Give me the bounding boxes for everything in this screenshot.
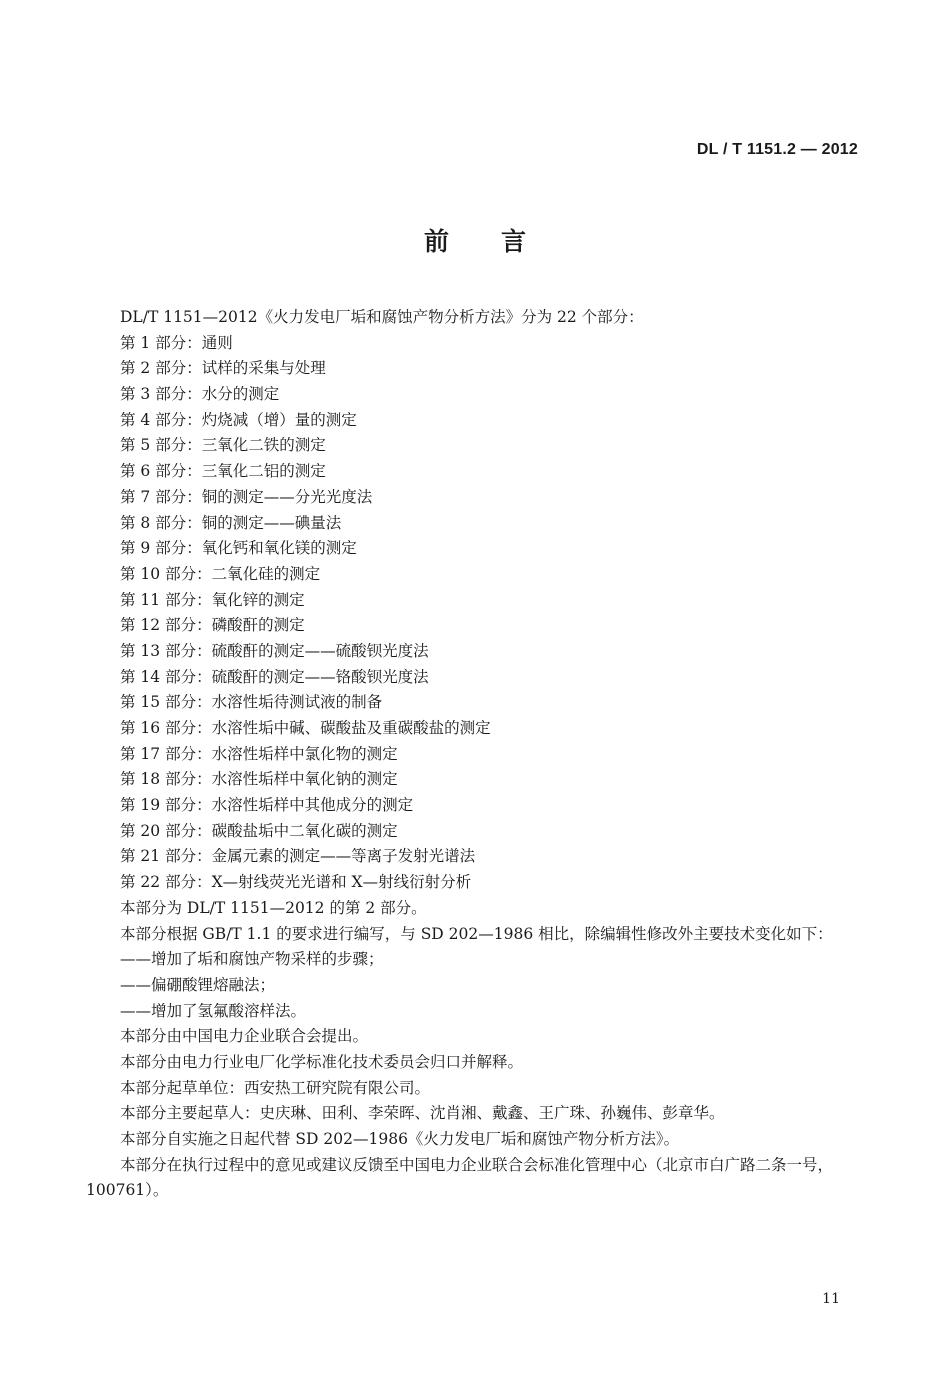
drafters-paragraph: 本部分主要起草人：史庆琳、田利、李荣晖、沈肖湘、戴鑫、王广珠、孙巍伟、彭章华。	[120, 1104, 725, 1123]
changes-list	[86, 947, 866, 1024]
page-title-char-1: 前	[423, 227, 449, 256]
part-item: 第 15 部分：水溶性垢待测试液的制备	[120, 693, 383, 712]
part-item: 第 20 部分：碳酸盐垢中二氧化碳的测定	[120, 821, 398, 840]
changes-intro-paragraph: 本部分根据 GB/T 1.1 的要求进行编写，与 SD 202—1986 相比，除编辑性修改外主要技术变化如下：	[120, 924, 833, 943]
part-item: 第 21 部分：金属元素的测定——等离子发射光谱法	[120, 847, 476, 866]
intro-paragraph: DL/T 1151—2012《火力发电厂垢和腐蚀产物分析方法》分为 22 个部分：	[120, 308, 644, 326]
change-item: ——偏硼酸锂熔融法；	[120, 975, 276, 994]
part-item: 第 5 部分：三氧化二铁的测定	[120, 436, 326, 455]
part-item: 第 16 部分：水溶性垢中碱、碳酸盐及重碳酸盐的测定	[120, 719, 491, 737]
part-item: 第 9 部分：氧化钙和氧化镁的测定	[120, 539, 357, 558]
part-item: 第 7 部分：铜的测定——分光光度法	[120, 487, 373, 506]
part-item: 第 11 部分：氧化锌的测定	[120, 590, 305, 609]
page-title	[0, 222, 950, 258]
part-item: 第 10 部分：二氧化硅的测定	[120, 564, 321, 583]
administered-by-paragraph: 本部分由电力行业电厂化学标准化技术委员会归口并解释。	[120, 1052, 524, 1071]
foreword-body	[86, 305, 866, 1204]
part-item: 第 6 部分：三氧化二铝的测定	[120, 462, 326, 481]
drafting-unit-paragraph: 本部分起草单位：西安热工研究院有限公司。	[120, 1078, 431, 1097]
part-item: 第 13 部分：硫酸酐的测定——硫酸钡光度法	[120, 641, 429, 660]
standard-code: DL / T 1151.2 — 2012	[696, 141, 858, 158]
part-item: 第 12 部分：磷酸酐的测定	[120, 616, 305, 635]
part-item: 第 22 部分：X—射线荧光光谱和 X—射线衍射分析	[120, 873, 472, 892]
part-item: 第 17 部分：水溶性垢样中氯化物的测定	[120, 744, 398, 763]
change-item: ——增加了垢和腐蚀产物采样的步骤；	[120, 950, 384, 969]
page-number: 11	[822, 1291, 840, 1307]
page-title-char-2: 言	[501, 227, 527, 256]
part-item: 第 3 部分：水分的测定	[120, 385, 280, 404]
this-part-paragraph: 本部分为 DL/T 1151—2012 的第 2 部分。	[120, 898, 427, 917]
change-item: ——增加了氢氟酸溶样法。	[120, 1001, 307, 1020]
part-item: 第 18 部分：水溶性垢样中氧化钠的测定	[120, 770, 398, 789]
replaces-paragraph: 本部分自实施之日起代替 SD 202—1986《火力发电厂垢和腐蚀产物分析方法》。	[120, 1130, 680, 1148]
part-item: 第 19 部分：水溶性垢样中其他成分的测定	[120, 796, 414, 815]
parts-list	[86, 331, 866, 896]
proposed-by-paragraph: 本部分由中国电力企业联合会提出。	[120, 1027, 369, 1046]
part-item: 第 2 部分：试样的采集与处理	[120, 359, 326, 378]
feedback-paragraph: 本部分在执行过程中的意见或建议反馈至中国电力企业联合会标准化管理中心（北京市白广路二条一号，100761）。	[86, 1155, 834, 1200]
part-item: 第 4 部分：灼烧减（增）量的测定	[120, 410, 357, 429]
part-item: 第 14 部分：硫酸酐的测定——铬酸钡光度法	[120, 667, 429, 686]
part-item: 第 1 部分：通则	[120, 333, 233, 352]
part-item: 第 8 部分：铜的测定——碘量法	[120, 513, 342, 532]
